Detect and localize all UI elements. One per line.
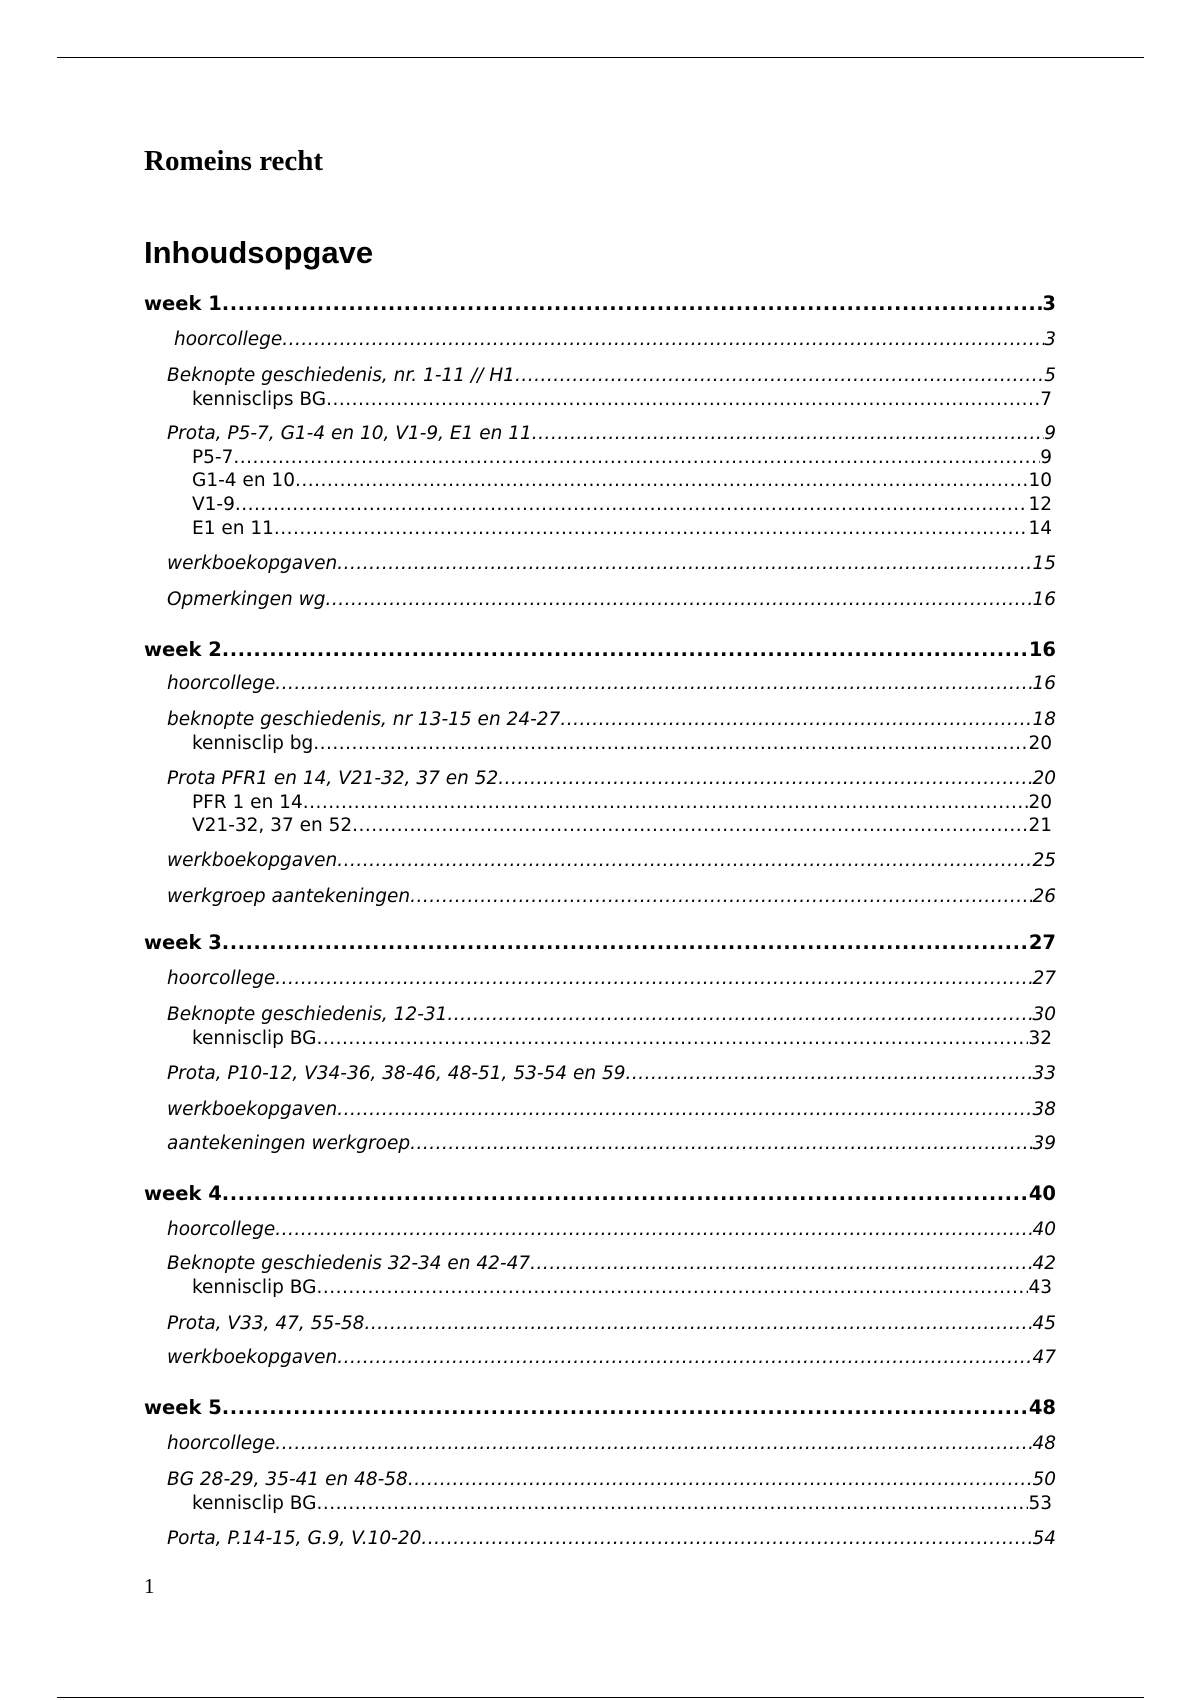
toc-dot-leader <box>222 1182 1029 1206</box>
toc-entry-page: 20 <box>1032 768 1056 789</box>
toc-dot-leader <box>410 885 1032 909</box>
toc-entry[interactable] <box>144 517 1056 541</box>
toc-dot-leader <box>222 1396 1029 1420</box>
toc-entry[interactable] <box>144 364 1056 388</box>
toc-entry-page: 18 <box>1032 709 1056 730</box>
toc-entry[interactable] <box>144 1218 1056 1242</box>
toc-entry-page: 27 <box>1028 931 1056 954</box>
toc-entry-label: week 5 <box>144 1396 222 1419</box>
toc-entry-label: werkgroep aantekeningen <box>167 886 411 907</box>
toc-entry-page: 10 <box>1028 470 1052 491</box>
toc-dot-leader <box>421 1527 1032 1551</box>
toc-entry-label: kennisclip BG <box>192 1277 317 1298</box>
toc-heading: Inhoudsopgave <box>144 235 374 270</box>
toc-dot-leader <box>408 1468 1033 1492</box>
toc-entry-page: 48 <box>1028 1396 1056 1419</box>
toc-entry-label: V1-9 <box>192 494 235 515</box>
toc-entry-label: Beknopte geschiedenis, nr. 1-11 // H1 <box>167 365 515 386</box>
toc-entry[interactable] <box>144 1492 1056 1516</box>
toc-entry[interactable] <box>144 931 1056 955</box>
toc-entry[interactable] <box>144 1432 1056 1456</box>
toc-dot-leader <box>447 1003 1032 1027</box>
toc-entry-page: 54 <box>1032 1528 1056 1549</box>
toc-entry-page: 9 <box>1044 423 1056 444</box>
toc-entry-label: hoorcollege <box>167 968 276 989</box>
toc-entry[interactable] <box>144 292 1056 316</box>
toc-entry-page: 14 <box>1028 518 1052 539</box>
toc-dot-leader <box>337 552 1032 576</box>
toc-entry-label: werkboekopgaven <box>167 1099 338 1120</box>
toc-entry[interactable] <box>144 1252 1056 1276</box>
toc-entry[interactable] <box>144 446 1056 470</box>
toc-entry-page: 38 <box>1032 1099 1056 1120</box>
toc-entry-label: Beknopte geschiedenis, 12-31 <box>167 1004 448 1025</box>
toc-dot-leader <box>498 767 1032 791</box>
toc-dot-leader <box>352 814 1028 838</box>
page-number: 1 <box>144 1574 155 1598</box>
toc-entry-page: 3 <box>1042 292 1056 315</box>
toc-dot-leader <box>410 1132 1032 1156</box>
toc-entry[interactable] <box>144 588 1056 612</box>
toc-entry-label: Prota PFR1 en 14, V21-32, 37 en 52 <box>167 768 499 789</box>
toc-dot-leader <box>313 732 1028 756</box>
toc-entry[interactable] <box>144 1027 1056 1051</box>
toc-entry-page: 12 <box>1028 494 1052 515</box>
toc-entry[interactable] <box>144 493 1056 517</box>
toc-entry-label: PFR 1 en 14 <box>192 792 303 813</box>
toc-entry-label: G1-4 en 10 <box>192 470 295 491</box>
toc-entry-label: werkboekopgaven <box>167 553 338 574</box>
toc-entry-page: 5 <box>1044 365 1056 386</box>
toc-entry[interactable] <box>144 422 1056 446</box>
toc-entry-label: V21-32, 37 en 52 <box>192 815 353 836</box>
toc-entry[interactable] <box>144 1098 1056 1122</box>
toc-entry[interactable] <box>144 1396 1056 1420</box>
toc-dot-leader <box>303 791 1029 815</box>
toc-entry[interactable] <box>144 967 1056 991</box>
toc-entry-page: 47 <box>1032 1347 1056 1368</box>
toc-entry-label: week 4 <box>144 1182 222 1205</box>
toc-entry[interactable] <box>144 767 1056 791</box>
toc-dot-leader <box>275 967 1032 991</box>
toc-dot-leader <box>532 422 1044 446</box>
toc-entry-label: Prota, P10-12, V34-36, 38-46, 48-51, 53-54 en 59 <box>167 1063 626 1084</box>
toc-entry-label: week 1 <box>144 292 222 315</box>
toc-entry-page: 27 <box>1032 968 1056 989</box>
toc-entry-label: hoorcollege <box>167 1219 276 1240</box>
toc-entry-page: 16 <box>1032 673 1056 694</box>
toc-entry[interactable] <box>144 1276 1056 1300</box>
toc-entry-page: 40 <box>1028 1182 1056 1205</box>
toc-dot-leader <box>316 1027 1028 1051</box>
toc-entry-label: hoorcollege <box>167 673 276 694</box>
toc-entry[interactable] <box>144 388 1056 412</box>
toc-entry-page: 43 <box>1028 1277 1052 1298</box>
toc-dot-leader <box>275 1432 1032 1456</box>
toc-entry-label: beknopte geschiedenis, nr 13-15 en 24-27 <box>167 709 561 730</box>
toc-entry-label: Porta, P.14-15, G.9, V.10-20 <box>167 1528 422 1549</box>
toc-entry-label: kennisclip bg <box>192 733 314 754</box>
toc-entry[interactable] <box>144 1527 1056 1551</box>
toc-dot-leader <box>275 1218 1032 1242</box>
toc-dot-leader <box>222 931 1029 955</box>
toc-entry[interactable] <box>144 732 1056 756</box>
toc-entry[interactable] <box>144 1468 1056 1492</box>
toc-dot-leader <box>282 328 1044 352</box>
toc-entry-page: 3 <box>1044 329 1056 350</box>
toc-entry-label: P5-7 <box>192 447 234 468</box>
toc-entry-page: 7 <box>1040 389 1052 410</box>
toc-entry-page: 48 <box>1032 1433 1056 1454</box>
toc-entry-label: Prota, V33, 47, 55-58 <box>167 1313 365 1334</box>
toc-entry-page: 16 <box>1032 589 1056 610</box>
footer-rule <box>57 1697 1144 1698</box>
toc-dot-leader <box>326 388 1040 412</box>
toc-entry-label: E1 en 11 <box>192 518 274 539</box>
toc-entry[interactable] <box>144 791 1056 815</box>
toc-dot-leader <box>326 588 1033 612</box>
toc-entry-page: 40 <box>1032 1219 1056 1240</box>
toc-dot-leader <box>274 517 1029 541</box>
toc-dot-leader <box>337 849 1032 873</box>
toc-entry-label: werkboekopgaven <box>167 1347 338 1368</box>
toc-entry-label: week 2 <box>144 638 222 661</box>
document-title: Romeins recht <box>144 145 324 177</box>
toc-entry-label: week 3 <box>144 931 222 954</box>
table-of-contents <box>144 0 1056 1700</box>
toc-dot-leader <box>364 1312 1032 1336</box>
toc-entry-page: 20 <box>1028 792 1052 813</box>
toc-entry-page: 53 <box>1028 1493 1052 1514</box>
toc-dot-leader <box>316 1276 1028 1300</box>
toc-entry-label: hoorcollege <box>167 1433 276 1454</box>
toc-entry-label: kennisclip BG <box>192 1493 317 1514</box>
toc-dot-leader <box>515 364 1044 388</box>
toc-entry-label: hoorcollege <box>174 329 283 350</box>
toc-entry-label: kennisclip BG <box>192 1028 317 1049</box>
toc-entry[interactable] <box>144 638 1056 662</box>
toc-entry[interactable] <box>144 672 1056 696</box>
toc-entry-label: Prota, P5-7, G1-4 en 10, V1-9, E1 en 11 <box>167 423 532 444</box>
toc-entry-page: 50 <box>1032 1469 1056 1490</box>
toc-dot-leader <box>275 672 1032 696</box>
toc-entry-label: aantekeningen werkgroep <box>167 1133 411 1154</box>
toc-entry-label: werkboekopgaven <box>167 850 338 871</box>
toc-dot-leader <box>625 1062 1032 1086</box>
toc-entry-label: Opmerkingen wg <box>167 589 326 610</box>
toc-entry-label: BG 28-29, 35-41 en 48-58 <box>167 1469 408 1490</box>
toc-entry-page: 42 <box>1032 1253 1056 1274</box>
toc-dot-leader <box>316 1492 1028 1516</box>
toc-entry[interactable] <box>144 328 1056 352</box>
toc-dot-leader <box>337 1098 1032 1122</box>
toc-entry[interactable] <box>144 1346 1056 1370</box>
toc-entry-page: 26 <box>1032 886 1056 907</box>
toc-dot-leader <box>235 493 1029 517</box>
toc-entry[interactable] <box>144 1182 1056 1206</box>
toc-entry[interactable] <box>144 469 1056 493</box>
toc-entry-label: kennisclips BG <box>192 389 327 410</box>
toc-entry[interactable] <box>144 1062 1056 1086</box>
toc-entry-page: 39 <box>1032 1133 1056 1154</box>
toc-entry[interactable] <box>144 552 1056 576</box>
toc-entry-page: 15 <box>1032 553 1056 574</box>
toc-dot-leader <box>233 446 1040 470</box>
toc-entry[interactable] <box>144 708 1056 732</box>
toc-entry-page: 21 <box>1028 815 1052 836</box>
toc-entry-page: 45 <box>1032 1313 1056 1334</box>
toc-entry-page: 25 <box>1032 850 1056 871</box>
toc-dot-leader <box>337 1346 1032 1370</box>
toc-entry[interactable] <box>144 1132 1056 1156</box>
toc-dot-leader <box>560 708 1032 732</box>
toc-entry-page: 16 <box>1028 638 1056 661</box>
toc-entry[interactable] <box>144 849 1056 873</box>
toc-entry-page: 33 <box>1032 1063 1056 1084</box>
toc-entry-label: Beknopte geschiedenis 32-34 en 42-47 <box>167 1253 531 1274</box>
toc-entry-page: 30 <box>1032 1004 1056 1025</box>
toc-entry[interactable] <box>144 814 1056 838</box>
toc-dot-leader <box>222 292 1043 316</box>
toc-entry[interactable] <box>144 1312 1056 1336</box>
toc-entry[interactable] <box>144 1003 1056 1027</box>
toc-entry-page: 9 <box>1040 447 1052 468</box>
toc-dot-leader <box>295 469 1028 493</box>
toc-dot-leader <box>222 638 1029 662</box>
toc-dot-leader <box>530 1252 1032 1276</box>
toc-entry-page: 20 <box>1028 733 1052 754</box>
toc-entry-page: 32 <box>1028 1028 1052 1049</box>
toc-entry[interactable] <box>144 885 1056 909</box>
